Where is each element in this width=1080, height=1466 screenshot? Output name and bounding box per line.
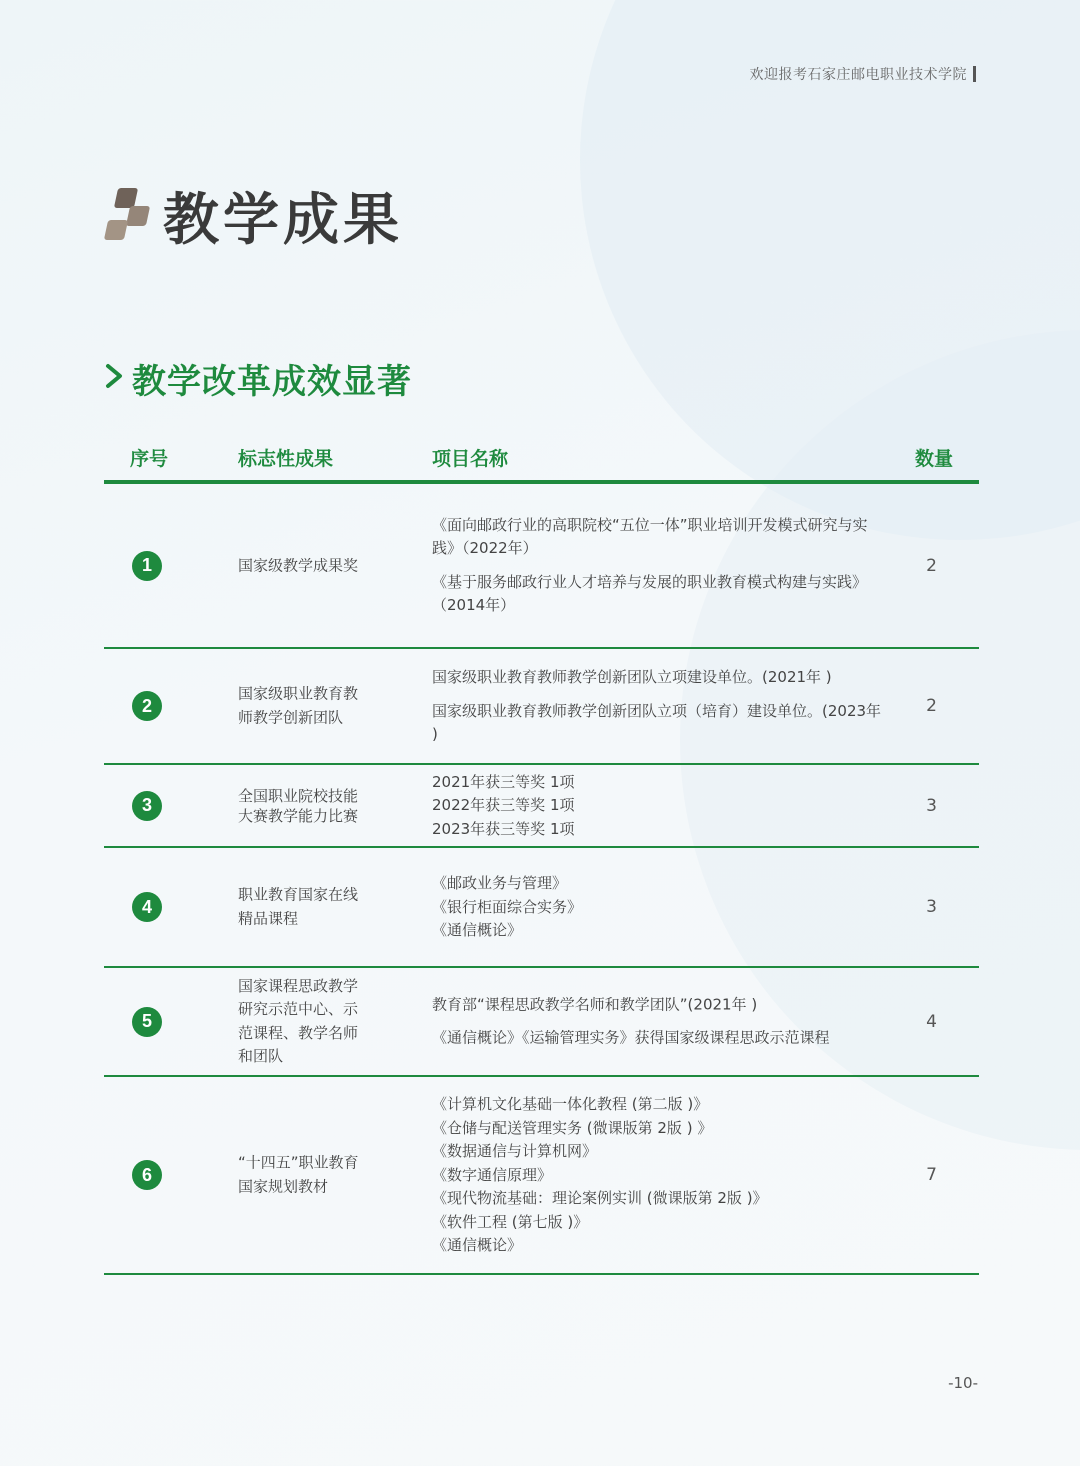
row-achievement: 国家级教学成果奖 <box>238 555 359 574</box>
row-achievement: 全国职业院校技能大赛教学能力比赛 <box>238 786 359 825</box>
chevron-right-icon <box>104 362 126 390</box>
row-projects <box>432 770 886 841</box>
table-row <box>104 649 979 765</box>
achievements-table <box>104 436 979 1275</box>
row-count: 2 <box>926 555 937 576</box>
project-item: 《数字通信原理》 <box>432 1165 553 1184</box>
row-count: 7 <box>926 1165 937 1185</box>
table-row <box>104 848 979 968</box>
project-item: 《通信概论》 <box>432 920 523 939</box>
project-item: 《邮政业务与管理》 <box>432 873 568 892</box>
title-logo-icon <box>104 186 150 242</box>
project-item: 2023年获三等奖 1项 <box>432 819 575 838</box>
project-item: 教育部“课程思政教学名师和教学团队”(2021年 ) <box>432 995 758 1013</box>
table-row <box>104 484 979 649</box>
project-item: 《现代物流基础：理论案例实训 (微课版第 2版 )》 <box>432 1188 768 1207</box>
row-projects <box>432 514 886 618</box>
project-item: 《通信概论》《运输管理实务》获得国家级课程思政示范课程 <box>432 1028 830 1047</box>
project-item: 《仓储与配送管理实务 (微课版第 2版 ) 》 <box>432 1118 713 1137</box>
row-projects <box>432 666 886 747</box>
project-item: 《计算机文化基础一体化教程 (第二版 )》 <box>432 1094 709 1113</box>
project-item: 《基于服务邮政行业人才培养与发展的职业教育模式构建与实践》（2014年） <box>432 572 868 614</box>
column-header-project: 项目名称 <box>432 448 509 470</box>
row-projects <box>432 872 886 943</box>
project-item: 《数据通信与计算机网》 <box>432 1141 598 1160</box>
row-achievement: 职业教育国家在线精品课程 <box>238 885 359 927</box>
section-title: 教学改革成效显著 <box>132 362 412 402</box>
project-item: 《通信概论》 <box>432 1235 523 1254</box>
row-number-badge: 4 <box>132 892 162 922</box>
row-number-badge: 1 <box>132 551 162 581</box>
table-header <box>104 436 979 484</box>
project-item: 《面向邮政行业的高职院校“五位一体”职业培训开发模式研究与实践》（2022年） <box>432 515 868 557</box>
row-achievement: 国家级职业教育教师教学创新团队 <box>238 684 359 726</box>
project-item: 国家级职业教育教师教学创新团队立项建设单位。(2021年 ) <box>432 667 832 686</box>
row-achievement: “十四五”职业教育国家规划教材 <box>238 1153 359 1195</box>
header-text: 欢迎报考石家庄邮电职业技术学院 <box>749 67 967 83</box>
table-row <box>104 1077 979 1275</box>
header-divider <box>973 66 976 82</box>
header-school-name <box>750 64 977 84</box>
project-item: 《银行柜面综合实务》 <box>432 897 583 916</box>
column-header-index: 序号 <box>130 448 169 470</box>
project-item: 国家级职业教育教师教学创新团队立项（培育）建设单位。(2023年 ) <box>432 701 882 743</box>
row-number-badge: 3 <box>132 791 162 821</box>
row-count: 2 <box>926 696 937 716</box>
project-item: 2021年获三等奖 1项 <box>432 772 575 791</box>
project-item: 《软件工程 (第七版 )》 <box>432 1212 589 1231</box>
project-item: 2022年获三等奖 1项 <box>432 795 575 814</box>
page-number: -10- <box>948 1374 978 1392</box>
row-count: 3 <box>926 897 937 917</box>
row-projects <box>432 993 886 1050</box>
row-count: 4 <box>926 1011 937 1032</box>
table-row <box>104 765 979 848</box>
column-header-count: 数量 <box>914 448 953 470</box>
page-title: 教学成果 <box>163 188 403 253</box>
table-row <box>104 968 979 1077</box>
row-number-badge: 6 <box>132 1160 162 1190</box>
column-header-achievement: 标志性成果 <box>238 448 334 470</box>
row-projects <box>432 1093 886 1258</box>
row-achievement: 国家课程思政教学研究示范中心、示范课程、教学名师和团队 <box>238 976 359 1065</box>
row-count: 3 <box>926 795 937 816</box>
row-number-badge: 2 <box>132 691 162 721</box>
row-number-badge: 5 <box>132 1007 162 1037</box>
